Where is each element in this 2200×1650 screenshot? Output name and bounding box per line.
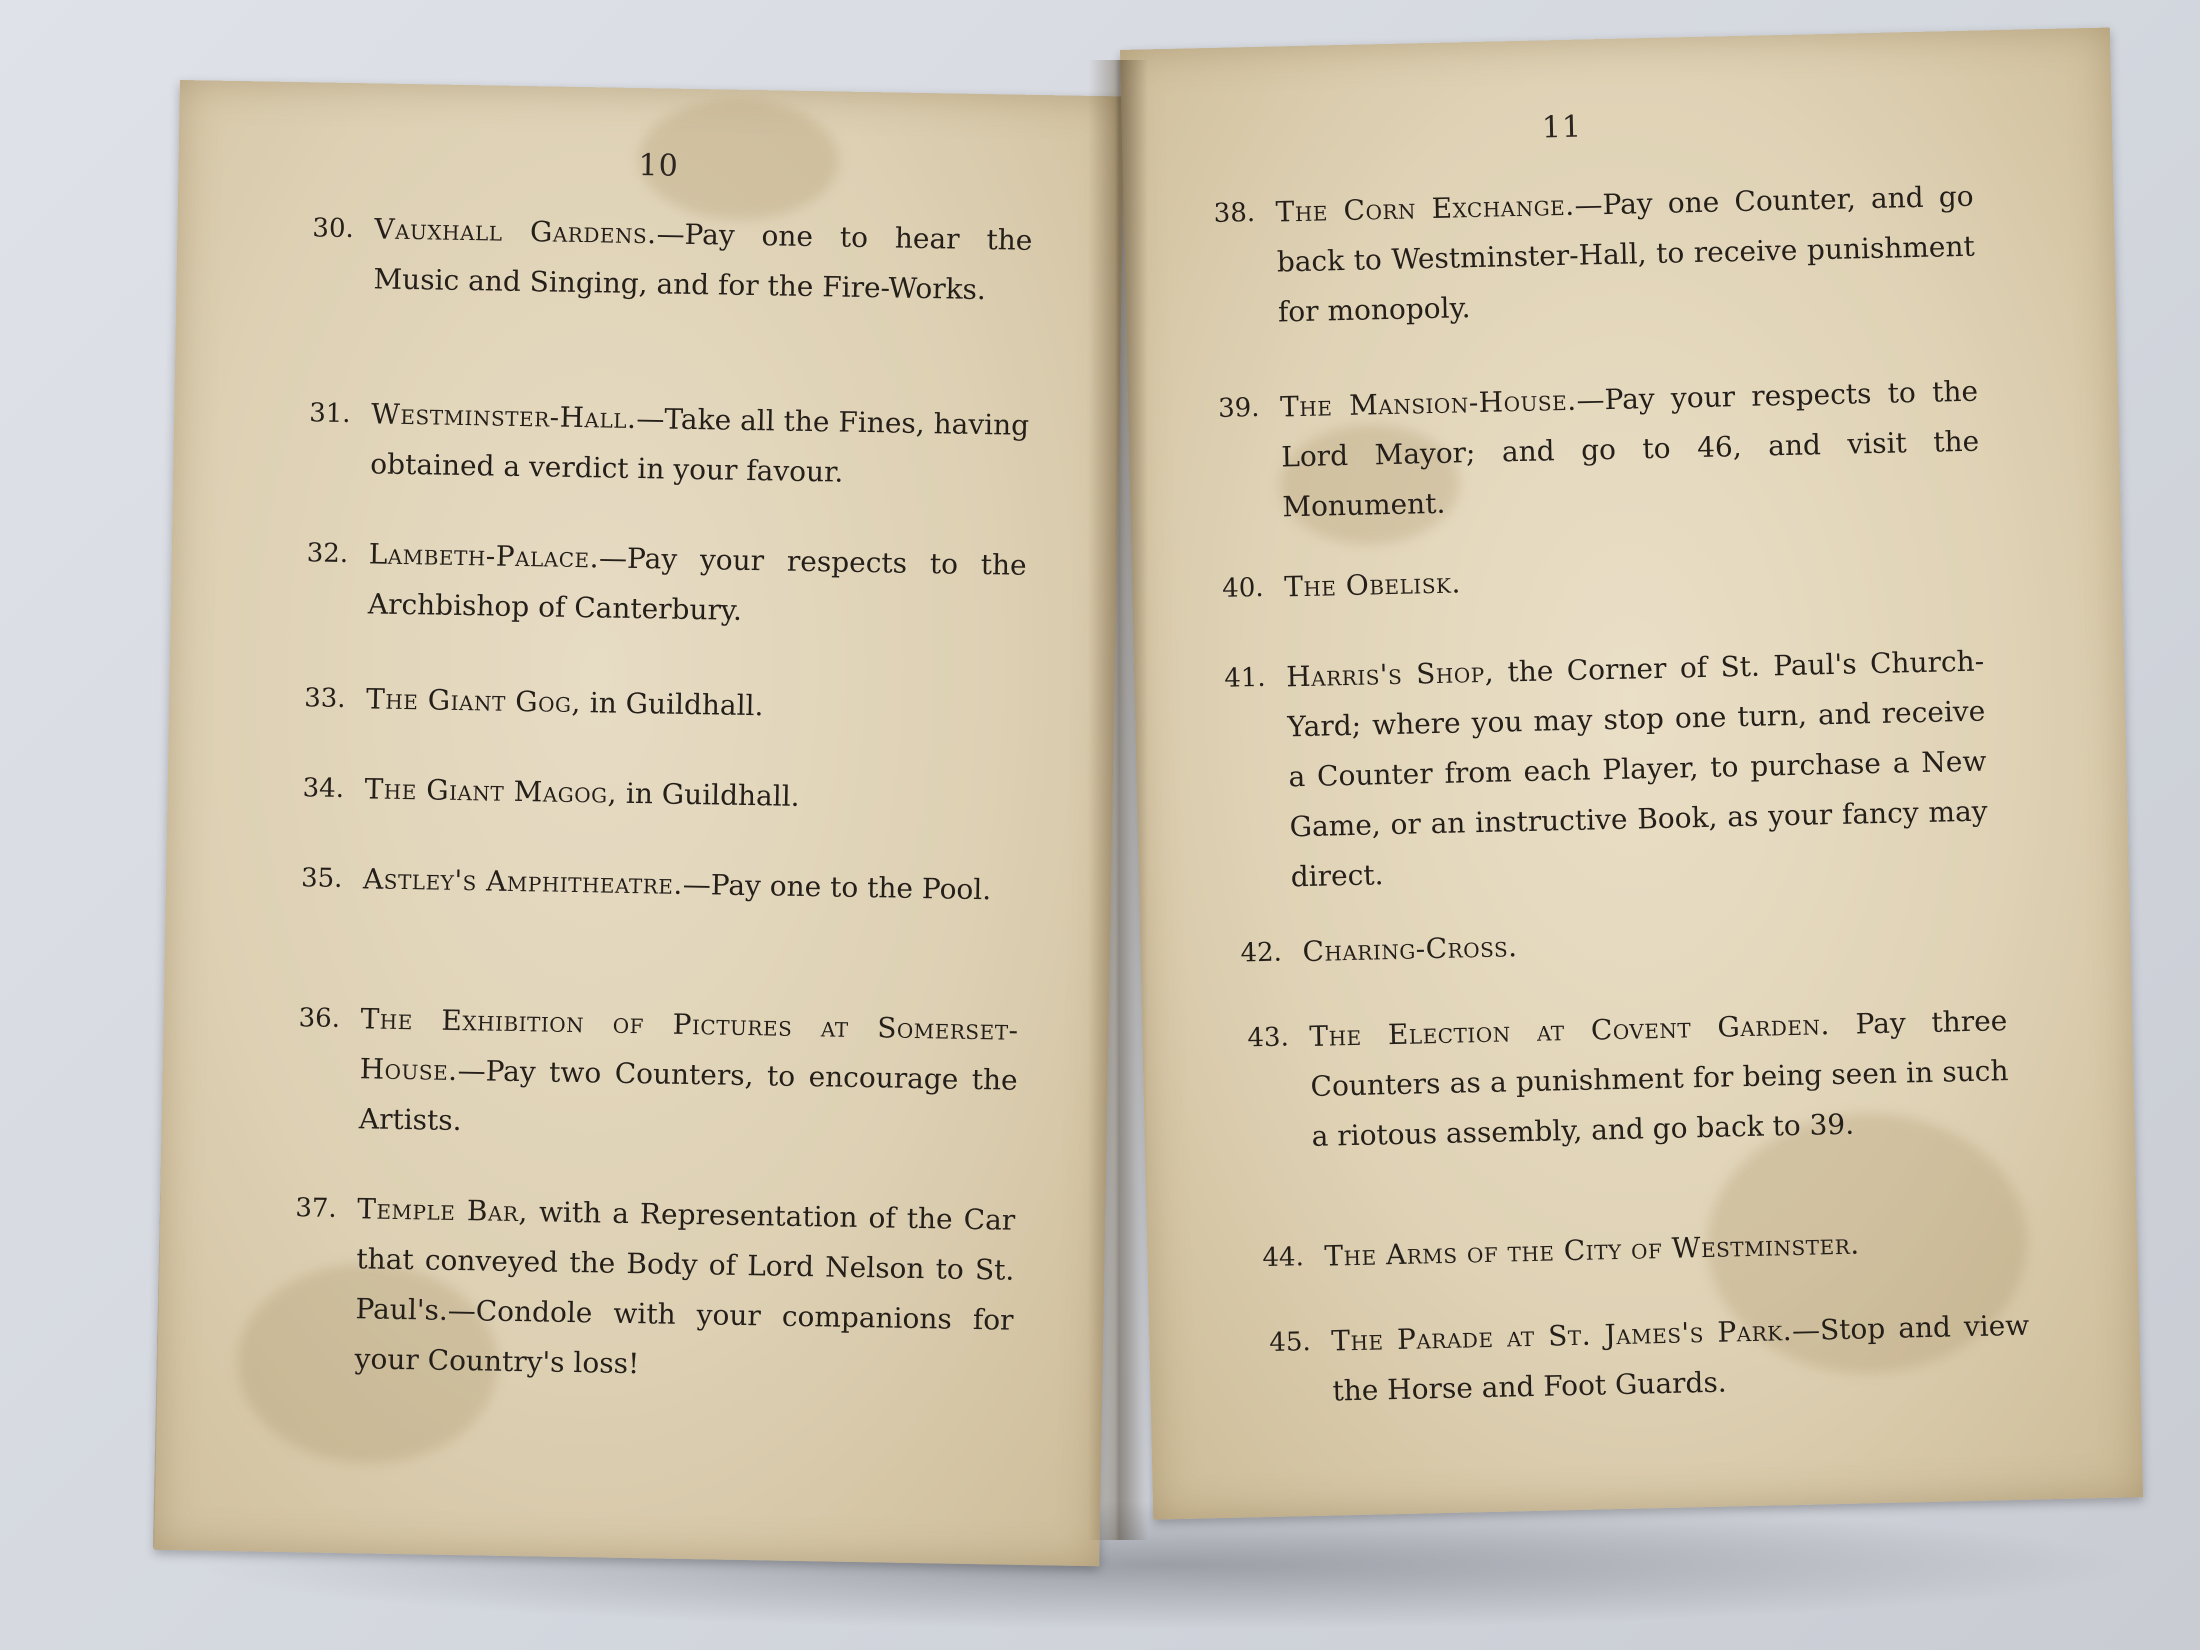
entry-45 (1269, 1300, 2031, 1418)
entry-number: 36. (298, 1003, 341, 1034)
entry-number: 32. (306, 538, 349, 570)
entry-31 (308, 387, 1030, 501)
entry-43 (1247, 995, 2010, 1163)
right-page (1120, 28, 2143, 1520)
entry-35 (301, 852, 1022, 916)
entry-text: in Guildhall. (580, 686, 764, 723)
entry-number: 35. (300, 863, 343, 894)
entry-title: Vauxhall Gardens. (374, 212, 657, 251)
entry-text: —Pay one to hear the Music and Singing, and for the Fire-Works. (373, 217, 1033, 307)
entry-title: The Mansion-House. (1279, 383, 1577, 424)
left-page (154, 80, 1125, 1566)
entry-text: —Pay your respects to the Lord Mayor; and go to 46, and visit the Monument. (1280, 374, 1980, 524)
entry-text: —Pay one Counter, and go back to Westminster-Hall, to receive punishment for monopoly. (1276, 179, 1976, 329)
entry-title: The Corn Exchange. (1275, 188, 1575, 229)
entry-title: The Parade at St. James's Park. (1330, 1314, 1793, 1358)
entry-40 (1222, 546, 1983, 614)
entry-title: The Obelisk. (1283, 566, 1462, 604)
entry-title: The Giant Magog, (364, 772, 618, 810)
entry-title: Astley's Amphitheatre. (362, 862, 684, 901)
page-number-right: 11 (1541, 109, 1583, 146)
entry-title: The Arms of the City of Westminster. (1324, 1227, 1860, 1273)
entry-text: —Pay one to the Pool. (682, 867, 992, 907)
entry-number: 43. (1247, 1022, 1290, 1054)
entry-34 (302, 762, 1023, 826)
entry-32 (305, 527, 1027, 641)
entry-number: 31. (308, 398, 351, 430)
entry-title: Westminster-Hall. (370, 397, 637, 436)
entry-title: Temple Bar, (357, 1192, 529, 1229)
entry-text: —Pay your respects to the Archbishop of Canterbury. (367, 541, 1027, 627)
entry-text: —Pay two Counters, to encourage the Artists. (358, 1053, 1018, 1138)
entry-number: 44. (1262, 1242, 1305, 1274)
entry-title: Charing-Cross. (1302, 930, 1518, 969)
entry-text: —Stop and view the Horse and Foot Guards. (1332, 1308, 2030, 1408)
entry-title: Harris's Shop, (1285, 655, 1495, 694)
entry-33 (304, 672, 1025, 736)
entry-text: Pay three Counters as a punishment for being seen in such a riotous assembly, and go back to 39. (1310, 1004, 2009, 1153)
entry-38 (1213, 171, 1976, 339)
entry-title: Lambeth-Palace. (368, 537, 600, 575)
entry-number: 39. (1217, 392, 1260, 424)
entry-37 (292, 1182, 1015, 1396)
entry-number: 42. (1240, 937, 1283, 969)
entry-text: —Take all the Fines, having obtained a verdict in your favour. (370, 402, 1030, 489)
entry-number: 33. (303, 683, 346, 714)
entry-number: 30. (312, 213, 355, 245)
entry-text: with a Representation of the Car that conveyed the Body of Lord Nelson to St. Paul's.—Condole with your companions for your Country's loss! (354, 1195, 1016, 1381)
entry-number: 45. (1269, 1327, 1312, 1358)
entry-number: 34. (302, 773, 345, 804)
entry-39 (1218, 366, 1981, 534)
entry-title: The Exhibition of Pictures at Somerset-House. (359, 1002, 1019, 1087)
entry-30 (311, 202, 1033, 316)
entry-44 (1262, 1215, 2023, 1283)
entry-text: the Corner of St. Paul's Church-Yard; where you may stop one turn, and receive a Counter from each Player, to purchase a New Game, or an instructive Book, as your fancy may direct. (1287, 644, 1988, 894)
entry-text: in Guildhall. (616, 776, 800, 813)
entry-36 (296, 992, 1019, 1156)
entry-41 (1224, 636, 1989, 904)
entry-number: 37. (295, 1193, 337, 1224)
entry-42 (1240, 910, 2001, 978)
entry-number: 41. (1223, 662, 1266, 694)
page-number-left: 10 (638, 148, 680, 184)
entry-number: 40. (1221, 572, 1264, 604)
entry-number: 38. (1213, 197, 1256, 229)
entry-title: The Giant Gog, (365, 682, 582, 720)
entry-title: The Election at Covent Garden. (1309, 1008, 1831, 1053)
